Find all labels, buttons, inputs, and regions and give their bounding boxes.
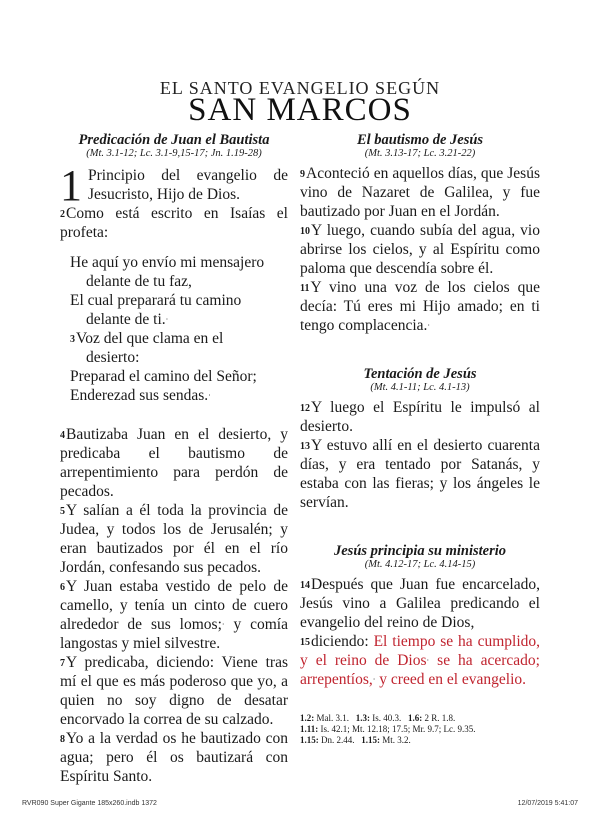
- verse-number: 2: [60, 209, 65, 220]
- verse-12: $^{12}$Y luego el Espíritu le impulsó al desierto.: [300, 399, 540, 435]
- book-title: SAN MARCOS: [188, 92, 412, 128]
- section-heading: Tentación de Jesús: [363, 366, 477, 382]
- verse-11: $^{11}$Y vino una voz de los cielos que decía: Tú eres mi Hijo amado; en ti tengo complacencia.·: [300, 279, 540, 334]
- words-of-jesus: El tiempo se ha cumplido, y el reino de Dios: [300, 633, 540, 669]
- right-column: [300, 133, 540, 746]
- verse-6: $^6$Y Juan estaba vestido de pelo de camello, y tenía un cinto de cuero alrededor de sus lomos;· y comía langostas y miel silvestre.: [60, 578, 288, 652]
- verse-5: $^5$Y salían a él toda la provincia de Judea, y todos los de Jerusalén; y eran bautizados por él en el río Jordán, confesando sus pecados.: [60, 502, 288, 576]
- verse-8: $^8$Yo a la verdad os he bautizado con agua; pero él os bautizará con Espíritu Santo.: [60, 730, 288, 785]
- quotation-poem-1: He aquí yo envío mi mensajero delante de tu faz, El cual preparará tu camino delante de ti.·: [70, 254, 265, 328]
- print-slug-file: RVR090 Super Gigante 185x260.indb 1372: [22, 800, 157, 807]
- verse-14: $^{14}$Después que Juan fue encarcelado, Jesús vino a Galilea predicando el evangelio del reino de Dios,: [300, 576, 540, 631]
- section-heading: Predicación de Juan el Bautista: [78, 132, 270, 148]
- verse-15: $^{15}$diciendo: El tiempo se ha cumplido, y el reino de Dios· se ha acercado; arrepentíos,· y creed en el evangelio.: [300, 633, 540, 688]
- verse-13: $^{13}$Y estuvo allí en el desierto cuarenta días, y era tentado por Satanás, y estaba con las fieras; y los ángeles le servían.: [300, 437, 540, 511]
- section-heading: Jesús principia su ministerio: [333, 543, 507, 559]
- book-subtitle: EL SANTO EVANGELIO SEGÚN: [159, 78, 441, 98]
- quotation-poem-2: $^3$Voz del que clama en el desierto: Preparad el camino del Señor; Enderezad sus sendas.·: [70, 330, 257, 404]
- verse-10: $^{10}$Y luego, cuando subía del agua, vio abrirse los cielos, y al Espíritu como paloma que descendía sobre él.: [300, 222, 540, 277]
- verse-2: $^2$Como está escrito en Isaías el profeta:: [60, 205, 288, 241]
- section-refs: (Mt. 4.1-11; Lc. 4.1-13): [370, 382, 470, 393]
- verse-7: $^7$Y predicaba, diciendo: Viene tras mí el que es más poderoso que yo, a quien no soy digno de desatar encorvado la correa de su calzado.: [60, 654, 288, 728]
- section-refs: (Mt. 3.1-12; Lc. 3.1-9,15-17; Jn. 1.19-28): [86, 148, 262, 159]
- chapter-number: 1: [60, 161, 82, 210]
- section-refs: (Mt. 3.13-17; Lc. 3.21-22): [364, 148, 476, 159]
- verse-1: 1 Principio del evangelio de Jesucristo, Hijo de Dios.: [60, 161, 288, 210]
- section-refs: (Mt. 4.12-17; Lc. 4.14-15): [364, 559, 476, 570]
- verse-4: $^4$Bautizaba Juan en el desierto, y predicaba el bautismo de arrepentimiento para perdón de pecados.: [60, 426, 288, 500]
- footnotes: 1.2: Mal. 3.1. 1.3: Is. 40.3. 1.6: 2 R. 1.8. 1.11: Is. 42.1; Mt. 12.18; 17.5; Mr. 9.7; Lc. 9.35. 1.15: Dn. 2.44. 1.15: Mt. 3.2.: [300, 713, 476, 745]
- verse-9: $^9$Aconteció en aquellos días, que Jesús vino de Nazaret de Galilea, y fue bautizado por Juan en el Jordán.: [300, 165, 540, 220]
- left-column: [60, 133, 288, 786]
- section-heading: El bautismo de Jesús: [356, 132, 484, 148]
- print-slug-date: 12/07/2019 5:41:07: [517, 800, 578, 807]
